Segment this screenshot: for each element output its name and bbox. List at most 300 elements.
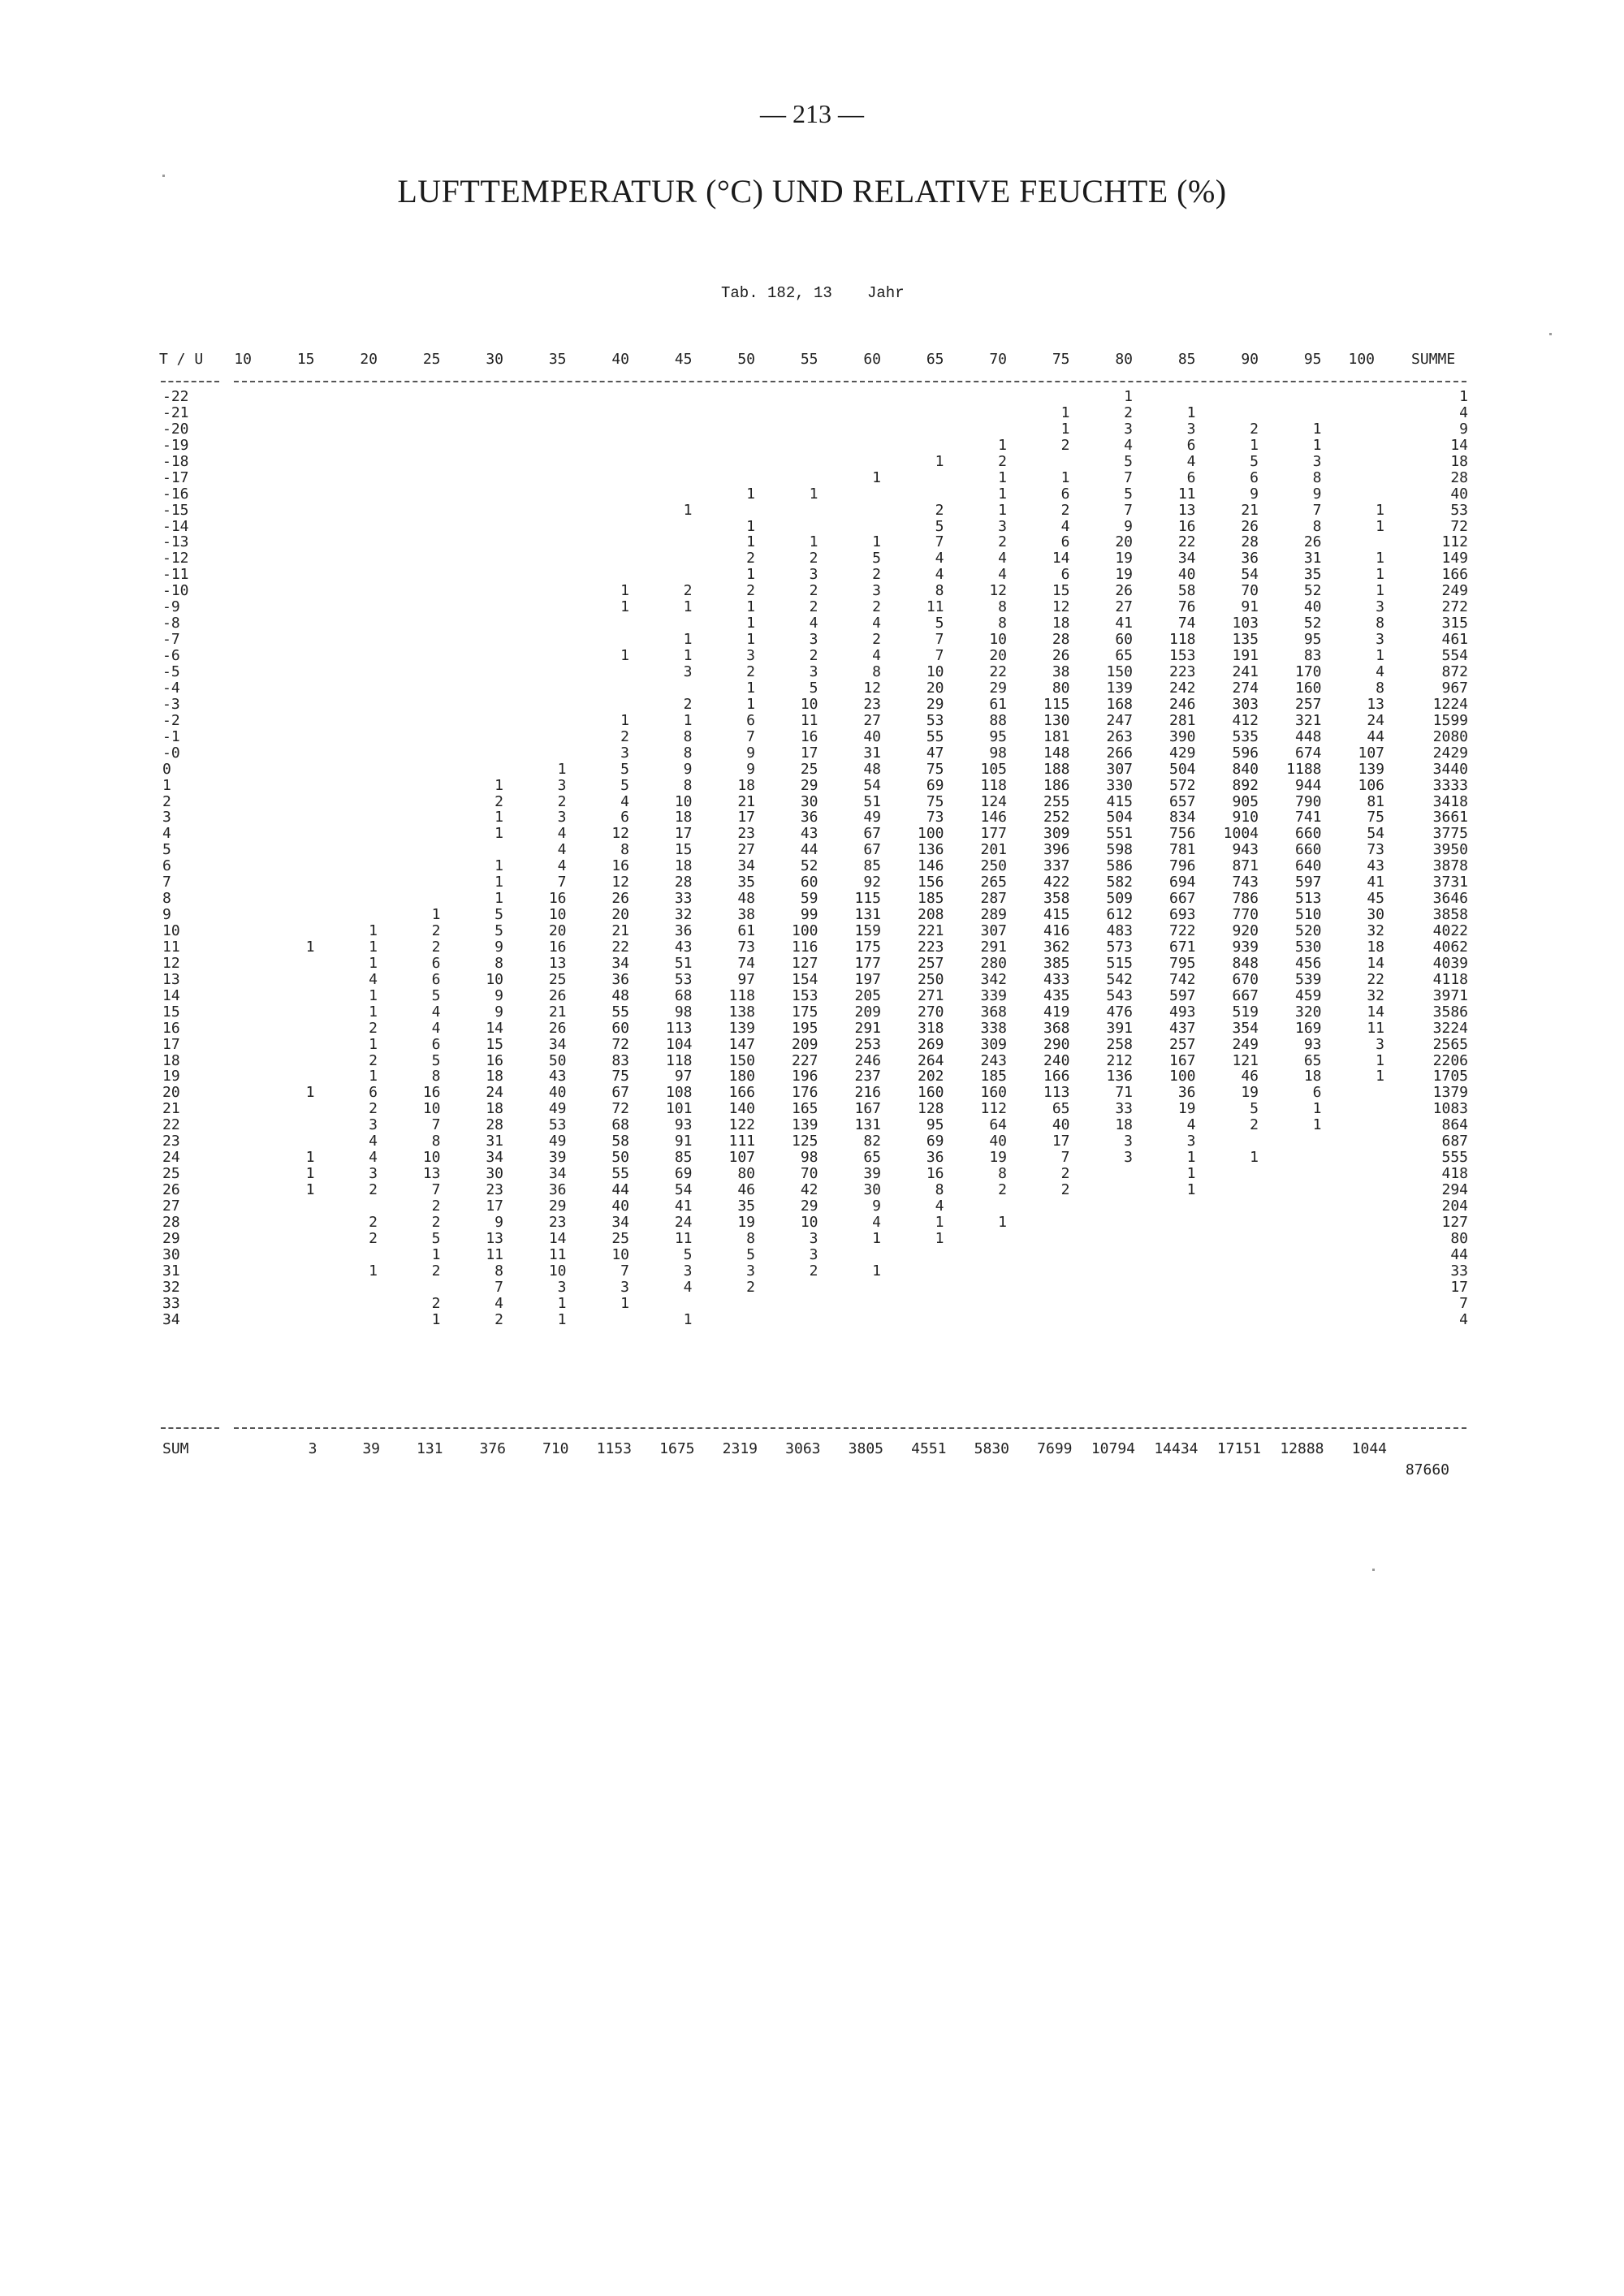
table-cell: 1 bbox=[305, 938, 315, 956]
table-cell: 223 bbox=[1168, 662, 1196, 680]
row-label: 4 bbox=[162, 825, 171, 843]
table-cell: 1 bbox=[369, 1262, 378, 1280]
table-cell: 5 bbox=[746, 1245, 755, 1263]
table-cell: 31 bbox=[1303, 550, 1322, 568]
table-cell: 2 bbox=[431, 922, 441, 940]
row-label: 18 bbox=[162, 1051, 180, 1069]
table-cell: 12 bbox=[863, 679, 881, 697]
table-cell: 149 bbox=[1441, 550, 1468, 568]
table-cell: 8 bbox=[495, 1262, 503, 1280]
column-header-15: 15 bbox=[296, 351, 315, 368]
table-cell: 1224 bbox=[1432, 695, 1468, 713]
table-cell: 21 bbox=[1241, 501, 1259, 519]
table-cell: 1 bbox=[1060, 420, 1070, 438]
table-cell: 5 bbox=[872, 550, 881, 568]
table-cell: 131 bbox=[854, 1116, 881, 1134]
table-cell: 368 bbox=[1043, 1019, 1070, 1037]
table-cell: 40 bbox=[989, 1133, 1007, 1150]
table-cell: 1 bbox=[431, 1245, 441, 1263]
table-cell: 358 bbox=[1043, 890, 1070, 908]
table-cell: 4 bbox=[1186, 1116, 1196, 1134]
table-cell: 2 bbox=[495, 792, 503, 810]
table-cell: 1 bbox=[683, 1310, 693, 1328]
row-label: 14 bbox=[162, 986, 180, 1004]
table-cell: 2 bbox=[809, 550, 818, 568]
row-label: -13 bbox=[162, 533, 189, 551]
table-cell: 1 bbox=[557, 1294, 567, 1312]
table-cell: 25 bbox=[611, 1229, 629, 1247]
table-cell: 69 bbox=[674, 1165, 693, 1183]
column-header-10: 10 bbox=[234, 351, 252, 368]
table-cell: 35 bbox=[737, 1198, 755, 1215]
table-cell: 3586 bbox=[1432, 1003, 1468, 1021]
table-cell: 10 bbox=[674, 792, 693, 810]
row-label: 23 bbox=[162, 1133, 180, 1150]
table-cell: 177 bbox=[854, 954, 881, 972]
table-cell: 2 bbox=[369, 1213, 378, 1231]
table-cell: 504 bbox=[1106, 809, 1133, 826]
table-cell: 1 bbox=[369, 1003, 378, 1021]
grand-total: 87660 bbox=[1405, 1461, 1449, 1478]
table-cell: 8 bbox=[998, 598, 1007, 616]
row-label: 16 bbox=[162, 1019, 180, 1037]
table-cell: 74 bbox=[1177, 615, 1196, 632]
table-cell: 83 bbox=[611, 1051, 629, 1069]
table-cell: 4 bbox=[620, 792, 629, 810]
table-cell: 16 bbox=[422, 1084, 441, 1102]
table-cell: 303 bbox=[1232, 695, 1259, 713]
table-cell: 11 bbox=[486, 1245, 503, 1263]
table-cell: 98 bbox=[989, 744, 1007, 762]
table-cell: 67 bbox=[863, 825, 881, 843]
table-cell: 106 bbox=[1358, 776, 1384, 794]
table-cell: 13 bbox=[1177, 501, 1196, 519]
table-cell: 60 bbox=[800, 874, 818, 891]
table-cell: 29 bbox=[926, 695, 944, 713]
page-title: LUFTTEMPERATUR (°C) UND RELATIVE FEUCHTE (%) bbox=[397, 173, 1227, 209]
table-cell: 1 bbox=[495, 776, 503, 794]
sum-cell: 131 bbox=[416, 1440, 443, 1457]
table-cell: 1 bbox=[746, 517, 755, 535]
table-cell: 2565 bbox=[1432, 1035, 1468, 1053]
sum-cell: 1675 bbox=[659, 1440, 695, 1457]
table-cell: 1 bbox=[369, 986, 378, 1004]
table-cell: 3 bbox=[809, 566, 818, 584]
table-cell: 396 bbox=[1043, 841, 1070, 859]
table-cell: 8 bbox=[935, 1181, 944, 1199]
table-cell: 1 bbox=[746, 598, 755, 616]
column-header-summe: SUMME bbox=[1411, 351, 1456, 368]
table-cell: 18 bbox=[1115, 1116, 1133, 1134]
row-label: -3 bbox=[162, 695, 180, 713]
table-cell: 34 bbox=[737, 857, 755, 875]
table-cell: 3646 bbox=[1432, 890, 1468, 908]
table-cell: 7 bbox=[1459, 1294, 1468, 1312]
table-cell: 4 bbox=[557, 857, 567, 875]
table-cell: 8 bbox=[683, 744, 693, 762]
table-cell: 65 bbox=[1052, 1100, 1070, 1118]
table-cell: 14 bbox=[1367, 954, 1384, 972]
sum-cell: 10794 bbox=[1091, 1440, 1135, 1457]
table-cell: 139 bbox=[1106, 679, 1133, 697]
table-cell: 76 bbox=[1177, 598, 1196, 616]
table-cell: 18 bbox=[486, 1100, 503, 1118]
table-cell: 4 bbox=[872, 1213, 881, 1231]
table-cell: 582 bbox=[1106, 874, 1133, 891]
table-cell: 573 bbox=[1106, 938, 1133, 956]
table-cell: 146 bbox=[917, 857, 944, 875]
table-cell: 19 bbox=[1115, 550, 1133, 568]
table-cell: 10 bbox=[611, 1245, 629, 1263]
table-cell: 45 bbox=[1367, 890, 1384, 908]
table-cell: 255 bbox=[1043, 792, 1070, 810]
table-cell: 1 bbox=[872, 533, 881, 551]
table-cell: 101 bbox=[665, 1100, 693, 1118]
row-label: 25 bbox=[162, 1165, 180, 1183]
table-cell: 5 bbox=[1124, 452, 1133, 470]
table-cell: 9 bbox=[1124, 517, 1133, 535]
table-cell: 223 bbox=[917, 938, 944, 956]
table-cell: 9 bbox=[746, 744, 755, 762]
table-cell: 44 bbox=[1450, 1245, 1468, 1263]
table-cell: 140 bbox=[728, 1100, 755, 1118]
table-cell: 435 bbox=[1043, 986, 1070, 1004]
table-cell: 44 bbox=[1367, 727, 1384, 745]
table-cell: 8 bbox=[1376, 679, 1384, 697]
table-cell: 6 bbox=[431, 954, 441, 972]
table-cell: 18 bbox=[674, 857, 693, 875]
table-cell: 3 bbox=[1312, 452, 1322, 470]
column-header-80: 80 bbox=[1115, 351, 1133, 368]
table-cell: 204 bbox=[1441, 1198, 1468, 1215]
table-cell: 418 bbox=[1441, 1165, 1468, 1183]
table-cell: 34 bbox=[611, 954, 629, 972]
table-cell: 98 bbox=[674, 1003, 693, 1021]
table-cell: 112 bbox=[980, 1100, 1007, 1118]
table-cell: 14 bbox=[486, 1019, 503, 1037]
table-cell: 202 bbox=[917, 1068, 944, 1085]
table-cell: 4 bbox=[369, 970, 378, 988]
table-cell: 40 bbox=[1303, 598, 1322, 616]
row-label: -10 bbox=[162, 582, 189, 600]
table-cell: 2 bbox=[1060, 501, 1070, 519]
table-cell: 461 bbox=[1441, 631, 1468, 649]
table-cell: 1 bbox=[809, 485, 818, 503]
table-cell: 586 bbox=[1106, 857, 1133, 875]
table-cell: 18 bbox=[1303, 1068, 1322, 1085]
row-label: 3 bbox=[162, 809, 171, 826]
table-cell: 5 bbox=[809, 679, 818, 697]
table-cell: 15 bbox=[486, 1035, 503, 1053]
table-cell: 12 bbox=[611, 825, 629, 843]
column-header-25: 25 bbox=[422, 351, 441, 368]
table-cell: 16 bbox=[1177, 517, 1196, 535]
table-cell: 2 bbox=[872, 566, 881, 584]
table-cell: 3 bbox=[369, 1165, 378, 1183]
table-cell: 6 bbox=[1060, 533, 1070, 551]
row-label: -5 bbox=[162, 662, 180, 680]
table-cell: 46 bbox=[737, 1181, 755, 1199]
table-cell: 597 bbox=[1294, 874, 1322, 891]
table-cell: 8 bbox=[683, 727, 693, 745]
table-cell: 551 bbox=[1106, 825, 1133, 843]
table-cell: 3878 bbox=[1432, 857, 1468, 875]
table-cell: 35 bbox=[1303, 566, 1322, 584]
table-cell: 612 bbox=[1106, 906, 1133, 924]
table-cell: 3 bbox=[746, 647, 755, 665]
table-cell: 135 bbox=[1232, 631, 1259, 649]
table-cell: 82 bbox=[863, 1133, 881, 1150]
table-cell: 16 bbox=[611, 857, 629, 875]
table-cell: 61 bbox=[989, 695, 1007, 713]
table-cell: 272 bbox=[1441, 598, 1468, 616]
table-cell: 1 bbox=[683, 598, 693, 616]
table-cell: 168 bbox=[1106, 695, 1133, 713]
table-cell: 13 bbox=[548, 954, 567, 972]
table-cell: 640 bbox=[1294, 857, 1322, 875]
table-cell: 160 bbox=[917, 1084, 944, 1102]
table-cell: 30 bbox=[486, 1165, 503, 1183]
table-cell: 667 bbox=[1168, 890, 1196, 908]
table-cell: 41 bbox=[1115, 615, 1133, 632]
table-cell: 32 bbox=[674, 906, 693, 924]
table-cell: 4 bbox=[935, 566, 944, 584]
table-cell: 433 bbox=[1043, 970, 1070, 988]
table-cell: 263 bbox=[1106, 727, 1133, 745]
table-cell: 113 bbox=[665, 1019, 693, 1037]
sum-cell: 7699 bbox=[1037, 1440, 1073, 1457]
table-cell: 694 bbox=[1168, 874, 1196, 891]
table-cell: 515 bbox=[1106, 954, 1133, 972]
table-cell: 337 bbox=[1043, 857, 1070, 875]
table-cell: 2 bbox=[809, 1262, 818, 1280]
table-cell: 1 bbox=[495, 874, 503, 891]
table-cell: 17 bbox=[486, 1198, 503, 1215]
scan-speck bbox=[162, 175, 165, 177]
table-cell: 25 bbox=[800, 760, 818, 778]
table-cell: 3440 bbox=[1432, 760, 1468, 778]
column-header-70: 70 bbox=[989, 351, 1007, 368]
table-cell: 19 bbox=[737, 1213, 755, 1231]
table-cell: 160 bbox=[980, 1084, 1007, 1102]
table-cell: 7 bbox=[935, 533, 944, 551]
table-cell: 212 bbox=[1106, 1051, 1133, 1069]
table-cell: 1 bbox=[935, 1213, 944, 1231]
table-cell: 209 bbox=[854, 1003, 881, 1021]
table-cell: 5 bbox=[431, 1051, 441, 1069]
table-cell: 5 bbox=[495, 906, 503, 924]
table-cell: 598 bbox=[1106, 841, 1133, 859]
table-cell: 1 bbox=[809, 533, 818, 551]
table-cell: 169 bbox=[1294, 1019, 1322, 1037]
table-cell: 30 bbox=[863, 1181, 881, 1199]
table-cell: 1 bbox=[1186, 1181, 1196, 1199]
table-cell: 24 bbox=[674, 1213, 693, 1231]
table-cell: 456 bbox=[1294, 954, 1322, 972]
table-cell: 107 bbox=[1358, 744, 1384, 762]
table-cell: 1 bbox=[1376, 517, 1384, 535]
table-cell: 221 bbox=[917, 922, 944, 940]
table-cell: 555 bbox=[1441, 1149, 1468, 1167]
table-cell: 71 bbox=[1115, 1084, 1133, 1102]
table-cell: 8 bbox=[746, 1229, 755, 1247]
table-cell: 362 bbox=[1043, 938, 1070, 956]
table-cell: 939 bbox=[1232, 938, 1259, 956]
table-cell: 249 bbox=[1441, 582, 1468, 600]
column-header-100: 100 bbox=[1348, 351, 1375, 368]
table-cell: 2 bbox=[746, 550, 755, 568]
table-cell: 74 bbox=[737, 954, 755, 972]
row-label: 7 bbox=[162, 874, 171, 891]
table-cell: 509 bbox=[1106, 890, 1133, 908]
table-cell: 125 bbox=[791, 1133, 818, 1150]
table-cell: 291 bbox=[980, 938, 1007, 956]
table-cell: 26 bbox=[1052, 647, 1070, 665]
table-cell: 572 bbox=[1168, 776, 1196, 794]
table-cell: 4 bbox=[369, 1149, 378, 1167]
table-cell: 85 bbox=[674, 1149, 693, 1167]
table-cell: 834 bbox=[1168, 809, 1196, 826]
table-cell: 2 bbox=[431, 1294, 441, 1312]
table-cell: 8 bbox=[620, 841, 629, 859]
table-cell: 5 bbox=[1124, 485, 1133, 503]
table-cell: 38 bbox=[737, 906, 755, 924]
table-cell: 742 bbox=[1168, 970, 1196, 988]
table-cell: 36 bbox=[800, 809, 818, 826]
column-header-60: 60 bbox=[863, 351, 881, 368]
table-cell: 2 bbox=[557, 792, 567, 810]
table-cell: 55 bbox=[926, 727, 944, 745]
row-label: -8 bbox=[162, 615, 180, 632]
row-label: -6 bbox=[162, 647, 180, 665]
table-cell: 1 bbox=[1312, 1116, 1322, 1134]
page-number: — 213 — bbox=[760, 99, 864, 128]
row-label: -4 bbox=[162, 679, 180, 697]
table-cell: 201 bbox=[980, 841, 1007, 859]
table-cell: 52 bbox=[800, 857, 818, 875]
table-cell: 1 bbox=[495, 809, 503, 826]
table-cell: 17 bbox=[800, 744, 818, 762]
table-cell: 26 bbox=[548, 986, 567, 1004]
table-cell: 36 bbox=[674, 922, 693, 940]
row-label: 11 bbox=[162, 938, 180, 956]
table-cell: 250 bbox=[980, 857, 1007, 875]
table-cell: 85 bbox=[863, 857, 881, 875]
table-cell: 20 bbox=[1115, 533, 1133, 551]
table-cell: 1599 bbox=[1432, 711, 1468, 729]
table-cell: 54 bbox=[1241, 566, 1259, 584]
table-cell: 4 bbox=[1124, 436, 1133, 454]
table-cell: 13 bbox=[422, 1165, 441, 1183]
table-cell: 10 bbox=[422, 1100, 441, 1118]
table-cell: 36 bbox=[1177, 1084, 1196, 1102]
table-cell: 18 bbox=[486, 1068, 503, 1085]
table-cell: 65 bbox=[863, 1149, 881, 1167]
table-cell: 910 bbox=[1232, 809, 1259, 826]
table-cell: 180 bbox=[728, 1068, 755, 1085]
table-cell: 83 bbox=[1303, 647, 1322, 665]
table-cell: 40 bbox=[863, 727, 881, 745]
table-cell: 49 bbox=[863, 809, 881, 826]
table-cell: 342 bbox=[980, 970, 1007, 988]
table-cell: 43 bbox=[1367, 857, 1384, 875]
table-cell: 73 bbox=[1367, 841, 1384, 859]
row-label: -22 bbox=[162, 388, 189, 405]
table-cell: 3775 bbox=[1432, 825, 1468, 843]
table-cell: 146 bbox=[980, 809, 1007, 826]
row-label: 24 bbox=[162, 1149, 180, 1167]
table-cell: 2 bbox=[746, 662, 755, 680]
table-cell: 1 bbox=[305, 1165, 315, 1183]
table-cell: 1 bbox=[495, 825, 503, 843]
table-cell: 65 bbox=[1115, 647, 1133, 665]
table-cell: 246 bbox=[1168, 695, 1196, 713]
table-cell: 7 bbox=[1124, 501, 1133, 519]
table-cell: 1 bbox=[746, 631, 755, 649]
table-cell: 2 bbox=[1250, 1116, 1259, 1134]
table-cell: 6 bbox=[620, 809, 629, 826]
table-cell: 80 bbox=[1052, 679, 1070, 697]
row-label: -9 bbox=[162, 598, 180, 616]
table-cell: 36 bbox=[926, 1149, 944, 1167]
table-cell: 419 bbox=[1043, 1003, 1070, 1021]
table-cell: 27 bbox=[863, 711, 881, 729]
column-header-45: 45 bbox=[674, 351, 693, 368]
table-cell: 7 bbox=[1124, 468, 1133, 486]
row-label: -0 bbox=[162, 744, 180, 762]
table-cell: 64 bbox=[989, 1116, 1007, 1134]
table-cell: 330 bbox=[1106, 776, 1133, 794]
table-cell: 6 bbox=[746, 711, 755, 729]
table-cell: 49 bbox=[548, 1133, 567, 1150]
table-cell: 1 bbox=[872, 1229, 881, 1247]
table-cell: 249 bbox=[1232, 1035, 1259, 1053]
table-cell: 18 bbox=[1052, 615, 1070, 632]
table-cell: 153 bbox=[791, 986, 818, 1004]
table-cell: 390 bbox=[1168, 727, 1196, 745]
table-cell: 250 bbox=[917, 970, 944, 988]
table-cell: 1 bbox=[683, 647, 693, 665]
table-cell: 391 bbox=[1106, 1019, 1133, 1037]
table-cell: 7 bbox=[1312, 501, 1322, 519]
table-cell: 10 bbox=[548, 1262, 567, 1280]
table-cell: 16 bbox=[548, 890, 567, 908]
table-cell: 9 bbox=[495, 1213, 503, 1231]
table-cell: 6 bbox=[369, 1084, 378, 1102]
table-cell: 4 bbox=[495, 1294, 503, 1312]
table-cell: 864 bbox=[1441, 1116, 1468, 1134]
table-cell: 19 bbox=[1241, 1084, 1259, 1102]
table-cell: 14 bbox=[1367, 1003, 1384, 1021]
table-cell: 91 bbox=[1241, 598, 1259, 616]
table-cell: 185 bbox=[980, 1068, 1007, 1085]
table-cell: 1 bbox=[431, 906, 441, 924]
column-header-35: 35 bbox=[548, 351, 567, 368]
table-cell: 9 bbox=[683, 760, 693, 778]
table-cell: 1 bbox=[1376, 550, 1384, 568]
table-cell: 241 bbox=[1232, 662, 1259, 680]
table-cell: 2 bbox=[431, 1198, 441, 1215]
table-cell: 309 bbox=[1043, 825, 1070, 843]
table-cell: 1 bbox=[1312, 420, 1322, 438]
table-cell: 1 bbox=[369, 1035, 378, 1053]
table-cell: 274 bbox=[1232, 679, 1259, 697]
table-cell: 139 bbox=[1358, 760, 1384, 778]
table-cell: 209 bbox=[791, 1035, 818, 1053]
table-cell: 693 bbox=[1168, 906, 1196, 924]
table-cell: 790 bbox=[1294, 792, 1322, 810]
table-cell: 510 bbox=[1294, 906, 1322, 924]
